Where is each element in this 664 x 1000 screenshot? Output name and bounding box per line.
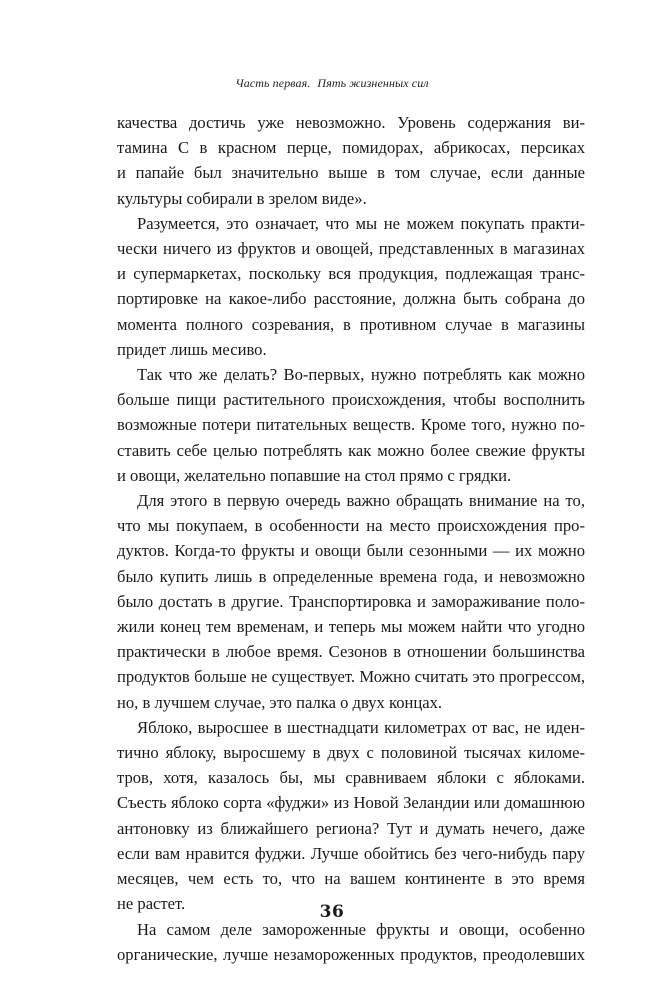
text-line: культуры собирали в зрелом виде».	[117, 188, 367, 208]
text-line: Разумеется, это означает, что мы не можем покупать практи-	[137, 213, 585, 233]
text-line: дуктов. Когда-то фрукты и овощи были сезонными — их можно	[117, 541, 585, 561]
text-line: что мы покупаем, в особенности на место происхождения про-	[117, 516, 585, 536]
text-line: и овощи, желательно попавшие на стол прямо с грядки.	[117, 465, 512, 485]
page-number: 36	[319, 902, 345, 922]
text-line: если вам нравится фуджи. Лучше обойтись без чего-нибудь пару	[117, 843, 585, 863]
text-line: не растет.	[117, 894, 186, 914]
text-line: органические, лучше незамороженных продуктов, преодолевших	[117, 944, 585, 964]
text-line: портировке на какое-либо расстояние, должна быть собрана до	[117, 289, 585, 309]
text-line: момента полного созревания, в противном случае в магазины	[117, 314, 585, 334]
text-line: Так что же делать? Во-первых, нужно потреблять как можно	[137, 365, 585, 385]
text-line: придет лишь месиво.	[117, 339, 267, 359]
text-line: антоновку из ближайшего региона? Тут и думать нечего, даже	[117, 818, 585, 838]
running-head	[0, 76, 664, 91]
text-line: ставить себе целью потреблять как можно более свежие фрукты	[117, 440, 585, 460]
text-line: Для этого в первую очередь важно обращать внимание на то,	[137, 491, 585, 511]
text-line: практически в любое время. Сезонов в отношении большинства	[117, 642, 585, 662]
text-line: больше пищи растительного происхождения, чтобы восполнить	[117, 390, 585, 410]
text-line: тров, хотя, казалось бы, мы сравниваем яблоки с яблоками.	[117, 768, 585, 788]
text-line: Яблоко, выросшее в шестнадцати километрах от вас, не иден-	[137, 717, 585, 737]
text-line: чески ничего из фруктов и овощей, представленных в магазинах	[117, 239, 585, 259]
text-line: качества достичь уже невозможно. Уровень содержания ви-	[117, 113, 585, 132]
text-line: продуктов больше не существует. Можно считать это прогрессом,	[117, 667, 585, 687]
text-line: тично яблоку, выросшему в двух с половиной тысячах киломе-	[117, 743, 585, 763]
text-line: Съесть яблоко сорта «фуджи» из Новой Зеландии или домашнюю	[117, 793, 585, 813]
text-line: возможные потери питательных веществ. Кроме того, нужно по-	[117, 415, 585, 435]
text-line: На самом деле замороженные фрукты и овощи, особенно	[137, 919, 585, 939]
text-line: месяцев, чем есть то, что на вашем континенте в это время	[117, 869, 585, 889]
text-line: и супермаркетах, поскольку вся продукция, подлежащая транс-	[117, 264, 585, 284]
body-text	[117, 110, 585, 967]
text-line: жили конец тем временам, и теперь мы можем найти что угодно	[117, 617, 585, 637]
text-line: и папайе был значительно выше в том случае, если данные	[117, 163, 585, 183]
running-head-part: Часть первая.	[235, 76, 311, 90]
text-line: но, в лучшем случае, это палка о двух концах.	[117, 692, 443, 712]
text-line: тамина С в красном перце, помидорах, абрикосах, персиках	[117, 138, 585, 158]
text-line: было купить лишь в определенные времена года, и невозможно	[117, 566, 585, 586]
text-line: было достать в другие. Транспортировка и замораживание поло-	[117, 591, 585, 611]
running-head-title: Пять жизненных сил	[317, 76, 429, 90]
